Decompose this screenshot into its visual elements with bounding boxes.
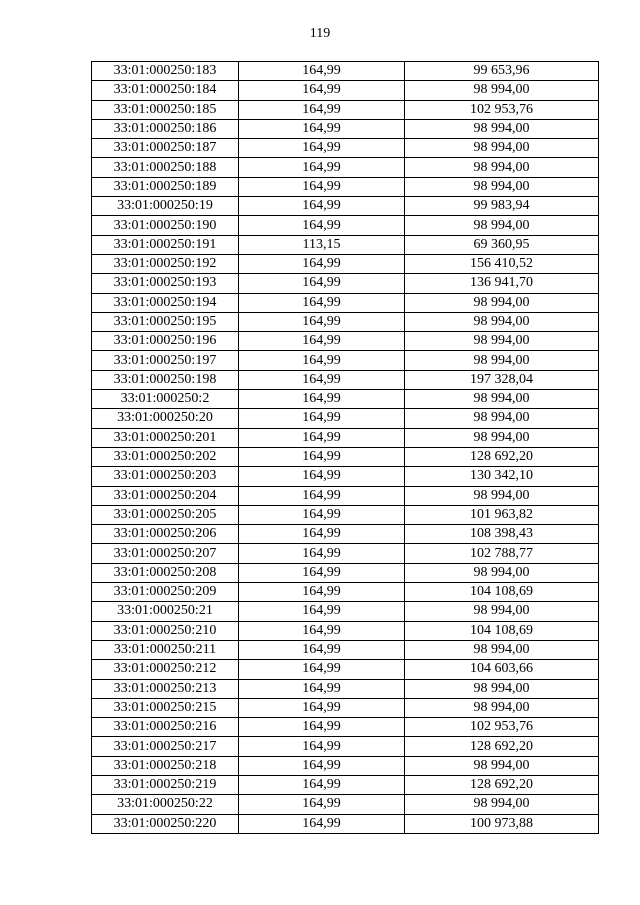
area-cell: 164,99 [239,216,405,235]
cadastral-number-cell: 33:01:000250:201 [92,428,239,447]
area-cell: 164,99 [239,293,405,312]
cadastral-value-cell: 104 108,69 [405,583,599,602]
cadastral-number-cell: 33:01:000250:204 [92,486,239,505]
cadastral-value-cell: 69 360,95 [405,235,599,254]
table-row [92,390,599,409]
cadastral-value-cell: 98 994,00 [405,81,599,100]
cadastral-value-cell: 102 788,77 [405,544,599,563]
cadastral-number-cell: 33:01:000250:22 [92,795,239,814]
area-cell: 164,99 [239,679,405,698]
cadastral-number-cell: 33:01:000250:211 [92,640,239,659]
cadastral-value-cell: 99 653,96 [405,62,599,81]
cadastral-number-cell: 33:01:000250:19 [92,197,239,216]
area-cell: 164,99 [239,640,405,659]
area-cell: 164,99 [239,332,405,351]
cadastral-number-cell: 33:01:000250:189 [92,177,239,196]
table-row [92,100,599,119]
cadastral-value-cell: 100 973,88 [405,814,599,833]
table-row [92,583,599,602]
cadastral-value-cell: 98 994,00 [405,351,599,370]
cadastral-value-cell: 98 994,00 [405,119,599,138]
cadastral-number-cell: 33:01:000250:187 [92,139,239,158]
table-row [92,139,599,158]
table-row [92,274,599,293]
cadastral-number-cell: 33:01:000250:210 [92,621,239,640]
area-cell: 164,99 [239,698,405,717]
table-row [92,428,599,447]
table-row [92,505,599,524]
area-cell: 164,99 [239,756,405,775]
area-cell: 164,99 [239,505,405,524]
cadastral-number-cell: 33:01:000250:20 [92,409,239,428]
cadastral-number-cell: 33:01:000250:219 [92,775,239,794]
cadastral-number-cell: 33:01:000250:205 [92,505,239,524]
area-cell: 164,99 [239,119,405,138]
cadastral-number-cell: 33:01:000250:188 [92,158,239,177]
cadastral-number-cell: 33:01:000250:194 [92,293,239,312]
table-row [92,81,599,100]
cadastral-value-cell: 98 994,00 [405,679,599,698]
area-cell: 164,99 [239,254,405,273]
table-row [92,62,599,81]
area-cell: 113,15 [239,235,405,254]
cadastral-value-cell: 98 994,00 [405,563,599,582]
area-cell: 164,99 [239,81,405,100]
cadastral-value-cell: 99 983,94 [405,197,599,216]
cadastral-number-cell: 33:01:000250:198 [92,370,239,389]
cadastral-value-cell: 98 994,00 [405,640,599,659]
area-cell: 164,99 [239,602,405,621]
table-row [92,756,599,775]
area-cell: 164,99 [239,62,405,81]
cadastral-value-cell: 128 692,20 [405,737,599,756]
area-cell: 164,99 [239,312,405,331]
cadastral-number-cell: 33:01:000250:206 [92,525,239,544]
area-cell: 164,99 [239,814,405,833]
table-row [92,698,599,717]
area-cell: 164,99 [239,621,405,640]
table-row [92,235,599,254]
cadastral-value-cell: 98 994,00 [405,312,599,331]
cadastral-number-cell: 33:01:000250:202 [92,447,239,466]
cadastral-number-cell: 33:01:000250:220 [92,814,239,833]
area-cell: 164,99 [239,544,405,563]
cadastral-value-cell: 98 994,00 [405,177,599,196]
table-row [92,795,599,814]
cadastral-value-cell: 102 953,76 [405,100,599,119]
table-row [92,544,599,563]
table-row [92,293,599,312]
area-cell: 164,99 [239,486,405,505]
cadastral-value-cell: 156 410,52 [405,254,599,273]
cadastral-number-cell: 33:01:000250:203 [92,467,239,486]
area-cell: 164,99 [239,795,405,814]
area-cell: 164,99 [239,737,405,756]
cadastral-value-cell: 108 398,43 [405,525,599,544]
cadastral-number-cell: 33:01:000250:195 [92,312,239,331]
cadastral-value-cell: 98 994,00 [405,216,599,235]
cadastral-value-cell: 98 994,00 [405,756,599,775]
table-row [92,660,599,679]
table-row [92,525,599,544]
cadastral-number-cell: 33:01:000250:2 [92,390,239,409]
cadastral-number-cell: 33:01:000250:191 [92,235,239,254]
cadastral-value-cell: 136 941,70 [405,274,599,293]
area-cell: 164,99 [239,660,405,679]
cadastral-number-cell: 33:01:000250:185 [92,100,239,119]
area-cell: 164,99 [239,274,405,293]
table-row [92,351,599,370]
cadastral-value-cell: 102 953,76 [405,718,599,737]
area-cell: 164,99 [239,351,405,370]
table-row [92,119,599,138]
table-row [92,447,599,466]
area-cell: 164,99 [239,100,405,119]
table-row [92,409,599,428]
table-row [92,718,599,737]
cadastral-number-cell: 33:01:000250:218 [92,756,239,775]
cadastral-number-cell: 33:01:000250:193 [92,274,239,293]
table-row [92,216,599,235]
area-cell: 164,99 [239,525,405,544]
cadastral-value-cell: 98 994,00 [405,428,599,447]
table-row [92,197,599,216]
table-row [92,254,599,273]
cadastral-value-cell: 98 994,00 [405,486,599,505]
cadastral-number-cell: 33:01:000250:197 [92,351,239,370]
table-row [92,640,599,659]
cadastral-number-cell: 33:01:000250:209 [92,583,239,602]
cadastral-number-cell: 33:01:000250:216 [92,718,239,737]
cadastral-number-cell: 33:01:000250:21 [92,602,239,621]
cadastral-number-cell: 33:01:000250:196 [92,332,239,351]
cadastral-value-cell: 98 994,00 [405,409,599,428]
cadastral-value-cell: 98 994,00 [405,332,599,351]
area-cell: 164,99 [239,177,405,196]
table-row [92,737,599,756]
cadastral-value-cell: 101 963,82 [405,505,599,524]
table-row [92,158,599,177]
cadastral-value-cell: 104 108,69 [405,621,599,640]
area-cell: 164,99 [239,409,405,428]
table-row [92,370,599,389]
table-row [92,775,599,794]
cadastral-value-cell: 98 994,00 [405,158,599,177]
area-cell: 164,99 [239,447,405,466]
cadastral-value-cell: 197 328,04 [405,370,599,389]
table-row [92,312,599,331]
area-cell: 164,99 [239,467,405,486]
cadastral-value-cell: 104 603,66 [405,660,599,679]
cadastral-number-cell: 33:01:000250:215 [92,698,239,717]
cadastral-number-cell: 33:01:000250:212 [92,660,239,679]
cadastral-value-cell: 98 994,00 [405,390,599,409]
cadastral-number-cell: 33:01:000250:207 [92,544,239,563]
cadastral-value-cell: 128 692,20 [405,775,599,794]
page-number: 119 [309,26,331,41]
area-cell: 164,99 [239,370,405,389]
table-row [92,563,599,582]
table-row [92,467,599,486]
cadastral-number-cell: 33:01:000250:217 [92,737,239,756]
cadastral-number-cell: 33:01:000250:213 [92,679,239,698]
area-cell: 164,99 [239,139,405,158]
cadastral-value-cell: 128 692,20 [405,447,599,466]
cadastral-value-cell: 98 994,00 [405,795,599,814]
cadastral-number-cell: 33:01:000250:190 [92,216,239,235]
cadastral-number-cell: 33:01:000250:184 [92,81,239,100]
area-cell: 164,99 [239,158,405,177]
area-cell: 164,99 [239,563,405,582]
table-row [92,814,599,833]
cadastral-number-cell: 33:01:000250:208 [92,563,239,582]
table-row [92,332,599,351]
cadastral-value-table [91,61,599,834]
table-row [92,486,599,505]
cadastral-value-cell: 98 994,00 [405,698,599,717]
cadastral-number-cell: 33:01:000250:183 [92,62,239,81]
cadastral-value-cell: 130 342,10 [405,467,599,486]
table-row [92,177,599,196]
area-cell: 164,99 [239,390,405,409]
cadastral-number-cell: 33:01:000250:192 [92,254,239,273]
area-cell: 164,99 [239,583,405,602]
area-cell: 164,99 [239,718,405,737]
table-row [92,679,599,698]
cadastral-value-cell: 98 994,00 [405,139,599,158]
table-row [92,621,599,640]
cadastral-value-cell: 98 994,00 [405,293,599,312]
cadastral-value-cell: 98 994,00 [405,602,599,621]
table-row [92,602,599,621]
area-cell: 164,99 [239,775,405,794]
cadastral-number-cell: 33:01:000250:186 [92,119,239,138]
area-cell: 164,99 [239,428,405,447]
area-cell: 164,99 [239,197,405,216]
table-body [92,62,599,834]
